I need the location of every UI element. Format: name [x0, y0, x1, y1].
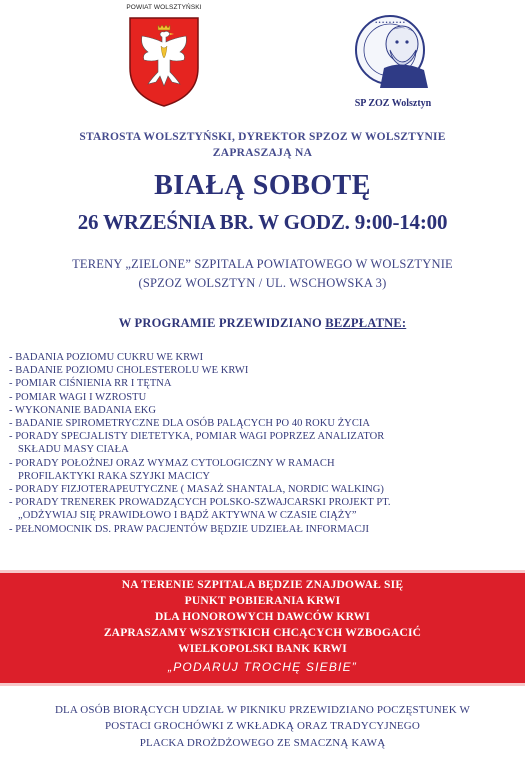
event-date: 26 WRZEŚNIA BR. W GODZ. 9:00-14:00 [77, 210, 448, 234]
footer-line-3: PLACKA DROŻDŻOWEGO ZE SMACZNĄ KAWĄ [139, 737, 386, 749]
list-item [9, 351, 521, 364]
list-item-text: - PORADY FIZJOTERAPEUTYCZNE ( MASAŻ SHANTALA, NORDIC WALKING) [9, 484, 384, 496]
list-item [9, 496, 521, 522]
banner-line-2: PUNKT POBIERANIA KRWI [184, 595, 341, 607]
list-item-text: - BADANIE POZIOMU CHOLESTEROLU WE KRWI [9, 365, 249, 377]
list-item [9, 457, 521, 483]
list-item-text: - POMIAR CIŚNIENIA RR I TĘTNA [9, 378, 172, 390]
county-coat-of-arms [118, 4, 210, 110]
list-item-text: - PORADY SPECJALISTY DIETETYKA, POMIAR WAGI POPRZEZ ANALIZATOR [9, 431, 385, 443]
blood-donation-banner [0, 570, 525, 686]
invite-line: ZAPRASZAJĄ NA [212, 147, 313, 159]
list-item [9, 377, 521, 390]
list-item-text: - PEŁNOMOCNIK DS. PRAW PACJENTÓW BĘDZIE UDZIEŁAŁ INFORMACJI [9, 523, 370, 535]
list-item-text: - PORADY TRENEREK PROWADZĄCYCH POLSKO-SZWAJCARSKI PROJEKT PT. [9, 497, 391, 509]
list-item [9, 483, 521, 496]
list-item [9, 391, 521, 404]
list-item-text: - POMIAR WAGI I WZROSTU [9, 391, 147, 403]
svg-text:• • • • • • • • •: • • • • • • • • • [375, 20, 405, 26]
location-line-2: (SPZOZ WOLSZTYN / UL. WSCHOWSKA 3) [138, 276, 387, 290]
list-item [9, 364, 521, 377]
banner-slogan: „PODARUJ TROCHĘ SIEBIE” [168, 660, 357, 674]
event-title: BIAŁĄ SOBOTĘ [154, 170, 371, 201]
list-item-text: - WYKONANIE BADANIA EKG [9, 404, 157, 416]
list-item [9, 417, 521, 430]
banner-line-1: NA TERENIE SZPITALA BĘDZIE ZNAJDOWAŁ SIĘ [121, 579, 404, 591]
list-item-text: - BADANIE SPIROMETRYCZNE DLA OSÓB PALĄCYCH PO 40 ROKU ŻYCIA [9, 418, 371, 430]
hospital-logo-caption: SP ZOZ Wolsztyn [354, 98, 432, 109]
organizers-line: STAROSTA WOLSZTYŃSKI, DYREKTOR SPZOZ W WOLSZTYNIE [79, 131, 446, 143]
list-item-continuation: SKŁADU MASY CIAŁA [18, 444, 129, 456]
footer-line-2: POSTACI GROCHÓWKI Z WKŁADKĄ ORAZ TRADYCYJNEGO [105, 720, 420, 732]
list-item [9, 404, 521, 417]
list-item-text: - PORADY POŁOŻNEJ ORAZ WYMAZ CYTOLOGICZNY W RAMACH [9, 457, 335, 469]
hospital-logo [333, 4, 453, 116]
banner-line-5: WIELKOPOLSKI BANK KRWI [178, 643, 347, 655]
list-item-continuation: „ODŻYWIAJ SIĘ PRAWIDŁOWO I BĄDŹ AKTYWNA W CZASIE CIĄŻY” [18, 510, 357, 522]
program-heading-prefix: W PROGRAMIE PRZEWIDZIANO [118, 316, 326, 330]
hospital-founder-portrait-icon [338, 4, 448, 100]
banner-line-3: DLA HONOROWYCH DAWCÓW KRWI [154, 611, 371, 623]
list-item [9, 430, 521, 456]
list-item [9, 523, 521, 536]
footer-line-1: DLA OSÓB BIORĄCYCH UDZIAŁ W PIKNIKU PRZEWIDZIANO POCZĘSTUNEK W [54, 704, 471, 716]
location-line-1: TERENY „ZIELONE” SZPITALA POWIATOWEGO W WOLSZTYNIE [72, 257, 453, 271]
banner-line-4: ZAPRASZAMY WSZYSTKICH CHCĄCYCH WZBOGACIĆ [103, 627, 422, 639]
program-heading-free: BEZPŁATNE: [325, 316, 407, 330]
program-heading [0, 316, 525, 331]
services-list [9, 351, 521, 536]
eagle-shield-icon [128, 16, 200, 108]
list-item-continuation: PROFILAKTYKI RAKA SZYJKI MACICY [18, 470, 211, 482]
county-logo-caption: POWIAT WOLSZTYŃSKI [126, 4, 202, 11]
list-item-text: - BADANIA POZIOMU CUKRU WE KRWI [9, 352, 204, 363]
